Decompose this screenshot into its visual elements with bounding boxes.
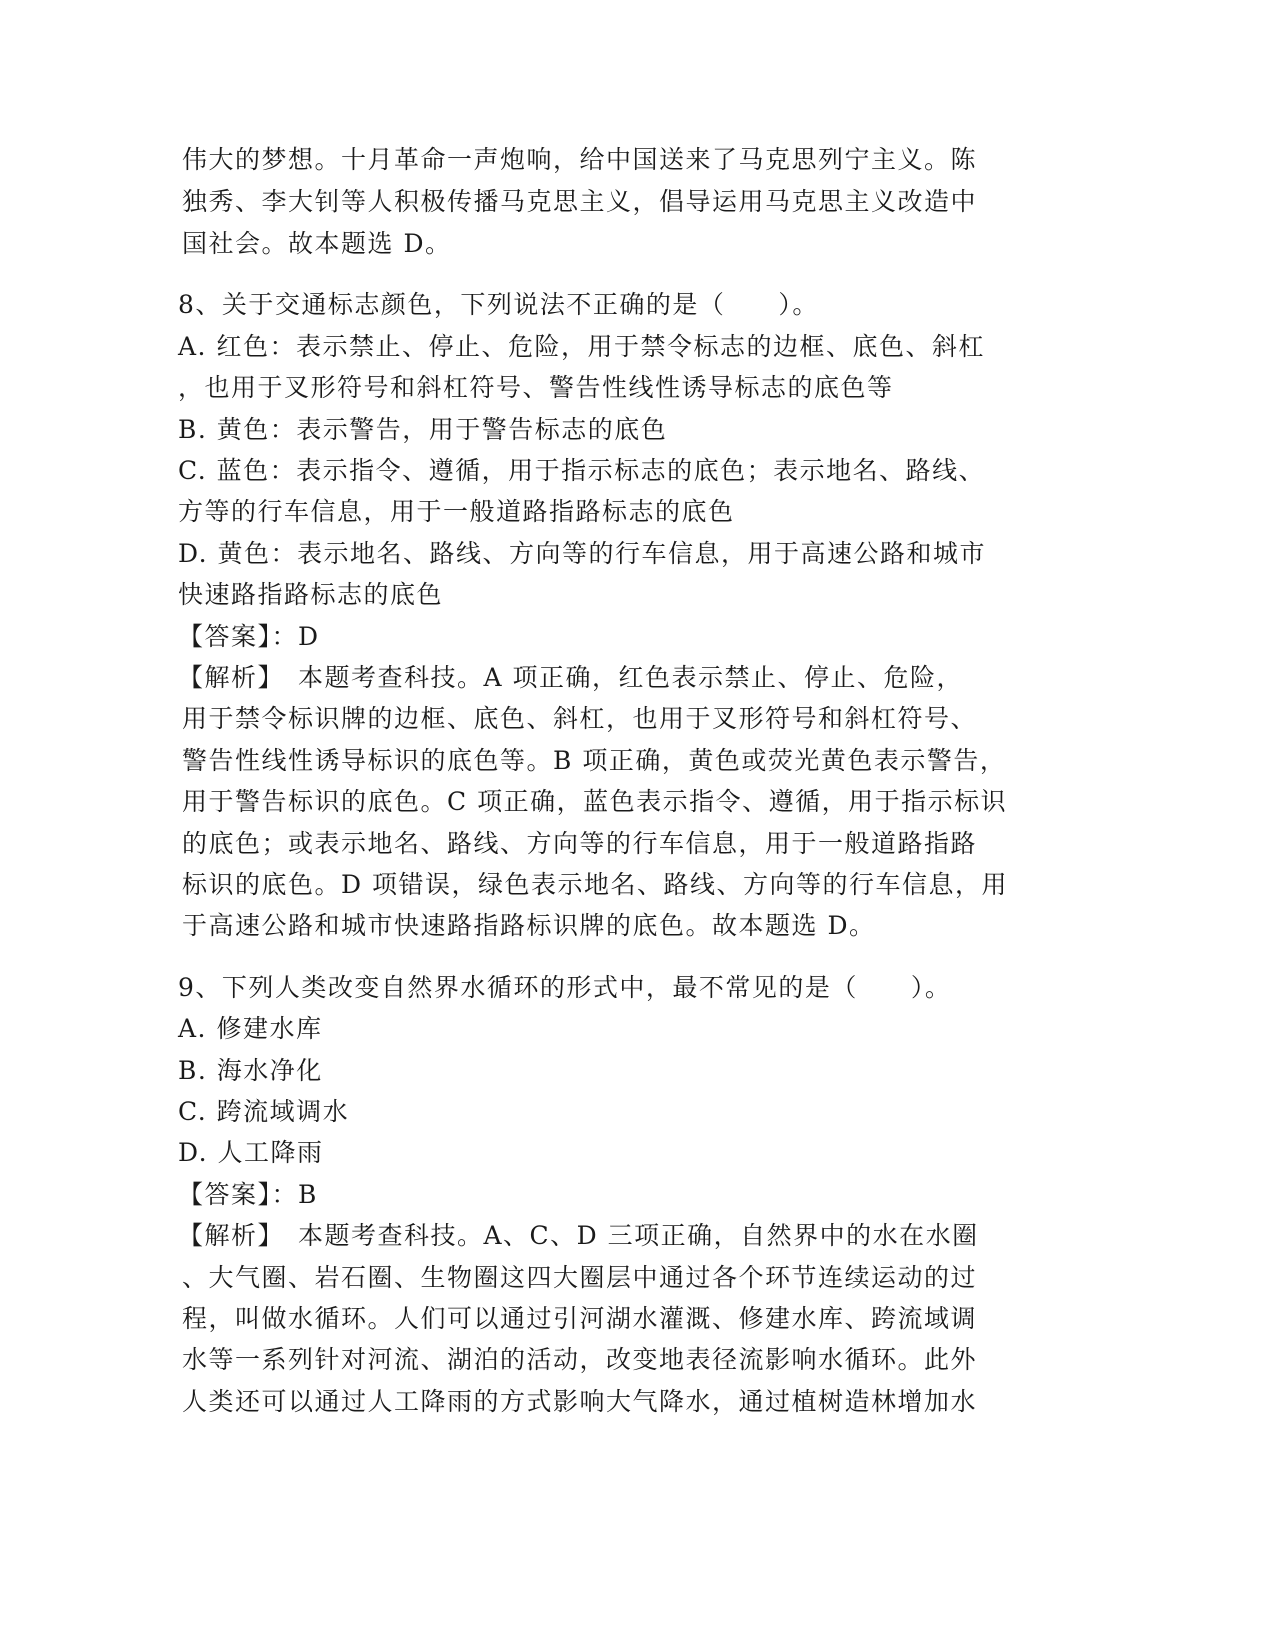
question-8-option-b: B. 黄色：表示警告，用于警告标志的底色: [178, 415, 668, 444]
intro-line-1: 伟大的梦想。十月革命一声炮响，给中国送来了马克思列宁主义。陈: [182, 145, 978, 174]
question-8-answer: 【答案】：D: [178, 622, 320, 651]
question-9-analysis-line-4: 水等一系列针对河流、湖泊的活动，改变地表径流影响水循环。此外: [182, 1345, 978, 1374]
question-8-analysis-line-3: 警告性线性诱导标识的底色等。B 项正确，黄色或荧光黄色表示警告，: [182, 746, 1007, 775]
question-9-analysis-line-5: 人类还可以通过人工降雨的方式影响大气降水，通过植树造林增加水: [182, 1387, 978, 1416]
question-9-analysis-line-3: 程，叫做水循环。人们可以通过引河湖水灌溉、修建水库、跨流域调: [182, 1304, 978, 1333]
question-8-option-c-continued: 方等的行车信息，用于一般道路指路标志的底色: [178, 497, 735, 526]
question-9-stem: 9、下列人类改变自然界水循环的形式中，最不常见的是（ ）。: [178, 973, 952, 1002]
question-9-answer: 【答案】：B: [178, 1180, 318, 1209]
question-8-analysis-line-7: 于高速公路和城市快速路指路标识牌的底色。故本题选 D。: [182, 911, 876, 940]
question-8-analysis-line-2: 用于禁令标识牌的边框、底色、斜杠，也用于叉形符号和斜杠符号、: [182, 704, 978, 733]
question-8-analysis-line-1: 【解析】 本题考查科技。A 项正确，红色表示禁止、停止、危险，: [178, 663, 964, 692]
question-8-option-d: D. 黄色：表示地名、路线、方向等的行车信息，用于高速公路和城市: [178, 539, 987, 568]
question-9-analysis-line-2: 、大气圈、岩石圈、生物圈这四大圈层中通过各个环节连续运动的过: [182, 1263, 978, 1292]
intro-line-3: 国社会。故本题选 D。: [182, 229, 452, 258]
question-8-analysis-line-6: 标识的底色。D 项错误，绿色表示地名、路线、方向等的行车信息，用: [182, 870, 1008, 899]
question-9-analysis-line-1: 【解析】 本题考查科技。A、C、D 三项正确，自然界中的水在水圈: [178, 1221, 979, 1250]
question-8-stem: 8、关于交通标志颜色，下列说法不正确的是（ ）。: [178, 290, 819, 319]
intro-line-2: 独秀、李大钊等人积极传播马克思主义，倡导运用马克思主义改造中: [182, 187, 978, 216]
question-8-option-c: C. 蓝色：表示指令、遵循，用于指示标志的底色；表示地名、路线、: [178, 456, 986, 485]
question-8-analysis-line-4: 用于警告标识的底色。C 项正确，蓝色表示指令、遵循，用于指示标识: [182, 787, 1008, 816]
question-8-option-a: A. 红色：表示禁止、停止、危险，用于禁令标志的边框、底色、斜杠: [178, 332, 985, 361]
question-9-option-c: C. 跨流域调水: [178, 1097, 350, 1126]
question-9-option-a: A. 修建水库: [178, 1014, 323, 1043]
question-8-option-d-continued: 快速路指路标志的底色: [178, 580, 444, 609]
question-8-analysis-line-5: 的底色；或表示地名、路线、方向等的行车信息，用于一般道路指路: [182, 829, 978, 858]
question-9-option-d: D. 人工降雨: [178, 1138, 324, 1167]
question-9-option-b: B. 海水净化: [178, 1056, 323, 1085]
question-8-option-a-continued: ，也用于叉形符号和斜杠符号、警告性线性诱导标志的底色等: [178, 373, 894, 402]
